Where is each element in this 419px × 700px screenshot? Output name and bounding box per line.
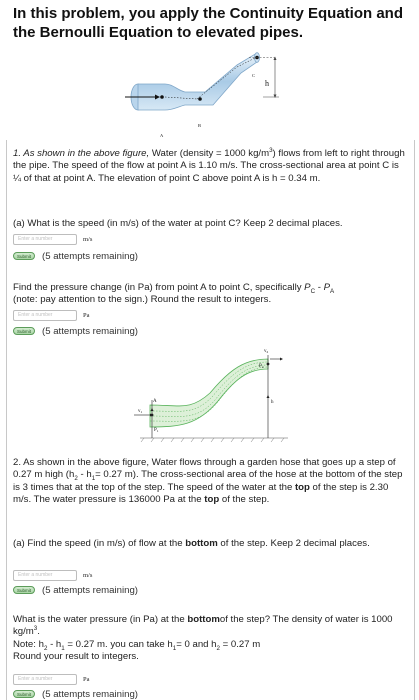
label-a: A xyxy=(160,133,164,138)
pipe-figure xyxy=(125,45,295,140)
label-p2: $P_2$ xyxy=(259,364,264,369)
attempts-remaining: (5 attempts remaining) xyxy=(42,325,138,337)
problem2a-question: (a) Find the speed (in m/s) of flow at the bottom of the step. Keep 2 decimal places. xyxy=(13,538,370,549)
answer-1b-input[interactable] xyxy=(13,310,77,321)
label-a: A xyxy=(153,399,157,404)
problem2-intro: 2. As shown in the above figure, Water flows through a garden hose that goes up a step of 0.27 m high ($h_2 - h_1= 0.27$ m). The cross-sectional area of the hose at the bottom of the step is 3 times that at the top of the step. The speed of the water at the top of the step is 2.30 m/s. The water pressure is 136000 Pa at the top of the step. xyxy=(13,457,403,506)
answer-1a-input[interactable] xyxy=(13,234,77,245)
unit-label: Pa xyxy=(83,311,90,319)
problem1a-question: (a) What is the speed (in m/s) of the water at point C? Keep 2 decimal places. xyxy=(13,218,343,229)
unit-label: Pa xyxy=(83,675,90,683)
answer-2b-input[interactable] xyxy=(13,674,77,685)
submit-1b-button[interactable]: Submit xyxy=(13,327,35,335)
answer-2a-input[interactable] xyxy=(13,570,77,581)
label-h: h xyxy=(265,79,269,88)
label-v2: $v_2$ xyxy=(264,349,269,354)
attempts-remaining: (5 attempts remaining) xyxy=(42,584,138,596)
problem2b-question: What is the water pressure (in Pa) at the bottomof the step? The density of water is 1000 $kg/m^3$. Note: $h_2 - h_1 = 0.27$ m. you can take $h_1= 0$ and $h_2 = 0.27$ m Round your result to integers. xyxy=(13,614,393,663)
problem1b-question: Find the pressure change (in Pa) from point A to point C, specifically $P_C - P_A$ (note: pay attention to the sign.) Round the result to integers. xyxy=(13,282,335,306)
label-c: C xyxy=(252,73,256,78)
page-title: In this problem, you apply the Continuity Equation and the Bernoulli Equation to elevated pipes. xyxy=(13,5,403,41)
unit-label: m/s xyxy=(83,571,93,579)
hose-figure xyxy=(130,345,295,445)
label-h: h xyxy=(271,400,274,405)
submit-1a-button[interactable]: Submit xyxy=(13,252,35,260)
submit-2b-button[interactable]: Submit xyxy=(13,690,35,698)
label-p1: $P_1$ xyxy=(154,428,159,433)
attempts-remaining: (5 attempts remaining) xyxy=(42,250,138,262)
label-b: B xyxy=(198,123,202,128)
submit-2a-button[interactable]: Submit xyxy=(13,586,35,594)
label-v1: $v_1$ xyxy=(138,409,143,414)
unit-label: m/s xyxy=(83,235,93,243)
problem1-intro: 1. As shown in the above figure, Water (density = 1000 $kg/m^3$) flows from left to right through the pipe. The speed of the flow at point A is 1.10 m/s. The cross-sectional area at point C is ¼ of that at point A. The elevation of point C above point A is h = 0.34 m. xyxy=(13,146,405,184)
attempts-remaining: (5 attempts remaining) xyxy=(42,688,138,700)
